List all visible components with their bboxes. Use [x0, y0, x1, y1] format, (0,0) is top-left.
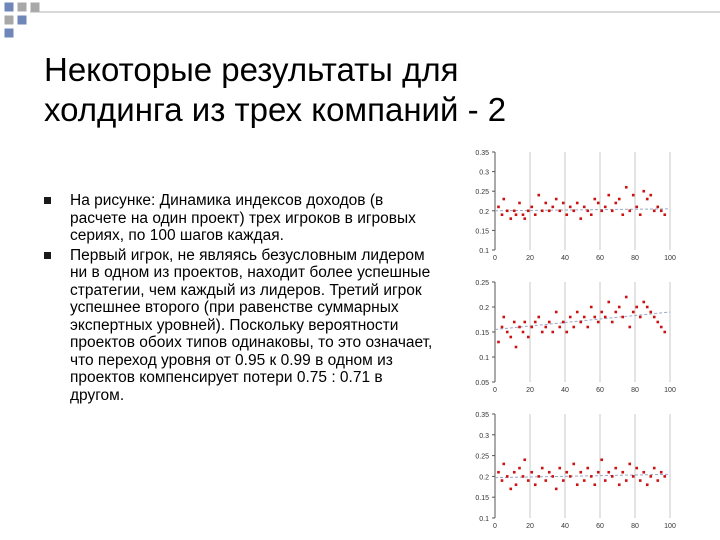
- data-point: [600, 311, 603, 314]
- data-point: [562, 202, 565, 205]
- data-point: [523, 458, 526, 461]
- bullet-item: [44, 192, 434, 245]
- y-tick-label: 0.1: [479, 248, 489, 255]
- y-tick-label: 0.2: [479, 474, 489, 482]
- data-point: [558, 326, 561, 329]
- data-point: [593, 316, 596, 319]
- data-point: [635, 206, 638, 209]
- x-tick-label: 20: [526, 523, 534, 528]
- data-point: [590, 213, 593, 216]
- y-tick-label: 0.2: [479, 305, 489, 312]
- y-tick-label: 0.05: [475, 380, 489, 387]
- data-point: [541, 467, 544, 470]
- y-tick-label: 0.1: [479, 516, 489, 523]
- x-tick-label: 20: [526, 387, 534, 394]
- y-tick-label: 0.15: [475, 330, 489, 337]
- x-tick-label: 100: [664, 523, 676, 528]
- data-point: [541, 331, 544, 334]
- data-point: [656, 479, 659, 482]
- x-tick-label: 80: [631, 523, 639, 528]
- x-tick-label: 60: [596, 255, 604, 262]
- title-line-1: Некоторые результаты для: [44, 51, 459, 88]
- trend-line: [495, 209, 670, 211]
- data-point: [502, 316, 505, 319]
- y-tick-label: 0.3: [479, 169, 489, 177]
- data-point: [537, 194, 540, 197]
- data-point: [625, 296, 628, 299]
- data-point: [527, 336, 530, 339]
- data-point: [660, 210, 663, 213]
- data-point: [537, 475, 540, 478]
- y-tick-label: 0.25: [475, 189, 489, 197]
- x-tick-label: 0: [493, 387, 497, 394]
- data-point: [628, 326, 631, 329]
- data-point: [502, 198, 505, 201]
- y-tick-label: 0.25: [475, 453, 489, 461]
- data-point: [621, 316, 624, 319]
- data-point: [586, 326, 589, 329]
- data-point: [593, 198, 596, 201]
- data-point: [628, 463, 631, 466]
- data-point: [663, 213, 666, 216]
- data-point: [558, 467, 561, 470]
- trend-line: [495, 474, 670, 477]
- y-tick-label: 0.35: [475, 150, 489, 157]
- trend-line: [495, 312, 670, 330]
- data-point: [569, 206, 572, 209]
- x-tick-label: 40: [561, 255, 569, 262]
- corner-square: [30, 2, 40, 12]
- data-point: [530, 326, 533, 329]
- data-point: [593, 483, 596, 486]
- data-point: [523, 217, 526, 220]
- data-point: [534, 483, 537, 486]
- corner-square: [17, 15, 27, 25]
- data-point: [565, 471, 568, 474]
- data-point: [618, 483, 621, 486]
- data-point: [534, 213, 537, 216]
- data-point: [653, 316, 656, 319]
- data-point: [502, 463, 505, 466]
- data-point: [642, 301, 645, 304]
- y-tick-label: 0.15: [475, 495, 489, 503]
- data-point: [611, 321, 614, 324]
- data-point: [625, 186, 628, 189]
- data-point: [518, 326, 521, 329]
- data-point: [639, 316, 642, 319]
- data-point: [642, 471, 645, 474]
- x-tick-label: 100: [664, 387, 676, 394]
- corner-square: [4, 2, 14, 12]
- data-point: [656, 321, 659, 324]
- data-point: [548, 471, 551, 474]
- x-tick-label: 40: [561, 523, 569, 528]
- data-point: [522, 331, 525, 334]
- data-point: [607, 301, 610, 304]
- data-point: [548, 321, 551, 324]
- data-point: [513, 210, 516, 213]
- data-point: [618, 198, 621, 201]
- data-point: [604, 479, 607, 482]
- data-point: [579, 471, 582, 474]
- data-point: [579, 217, 582, 220]
- data-point: [639, 213, 642, 216]
- data-point: [649, 475, 652, 478]
- data-point: [506, 331, 509, 334]
- data-point: [646, 306, 649, 309]
- x-tick-label: 20: [526, 255, 534, 262]
- data-point: [506, 210, 509, 213]
- data-point: [572, 326, 575, 329]
- data-point: [632, 194, 635, 197]
- data-point: [586, 210, 589, 213]
- x-tick-label: 60: [596, 387, 604, 394]
- data-point: [530, 206, 533, 209]
- data-point: [639, 479, 642, 482]
- data-point: [576, 483, 579, 486]
- x-tick-label: 60: [596, 523, 604, 528]
- data-point: [541, 210, 544, 213]
- data-point: [572, 210, 575, 213]
- data-point: [614, 311, 617, 314]
- data-point: [618, 306, 621, 309]
- bullet-list: [44, 192, 434, 406]
- data-point: [635, 467, 638, 470]
- y-tick-label: 0.35: [475, 412, 489, 419]
- data-point: [523, 321, 526, 324]
- data-point: [548, 210, 551, 213]
- data-point: [621, 471, 624, 474]
- data-point: [642, 190, 645, 193]
- data-point: [656, 206, 659, 209]
- corner-decoration: [0, 0, 720, 40]
- data-point: [518, 202, 521, 205]
- data-point: [569, 475, 572, 478]
- data-point: [604, 206, 607, 209]
- corner-square: [17, 2, 27, 12]
- data-point: [497, 341, 500, 344]
- data-point: [597, 202, 600, 205]
- data-point: [586, 467, 589, 470]
- scatter-chart-2: [475, 280, 676, 394]
- data-point: [522, 475, 525, 478]
- data-point: [646, 483, 649, 486]
- data-point: [509, 217, 512, 220]
- data-point: [579, 321, 582, 324]
- data-point: [646, 198, 649, 201]
- data-point: [522, 213, 525, 216]
- corner-square: [4, 28, 14, 38]
- data-point: [649, 194, 652, 197]
- data-point: [576, 202, 579, 205]
- data-point: [555, 198, 558, 201]
- data-point: [663, 331, 666, 334]
- x-tick-label: 80: [631, 387, 639, 394]
- data-point: [600, 458, 603, 461]
- data-point: [653, 467, 656, 470]
- charts-panel: [455, 148, 685, 528]
- data-point: [506, 475, 509, 478]
- data-point: [611, 210, 614, 213]
- data-point: [509, 488, 512, 491]
- data-point: [607, 194, 610, 197]
- data-point: [628, 210, 631, 213]
- data-point: [544, 202, 547, 205]
- data-point: [555, 311, 558, 314]
- data-point: [562, 479, 565, 482]
- page-title: [44, 50, 644, 130]
- data-point: [497, 206, 500, 209]
- x-tick-label: 40: [561, 387, 569, 394]
- data-point: [513, 471, 516, 474]
- data-point: [632, 311, 635, 314]
- square-bullet-icon: [44, 197, 51, 204]
- data-point: [501, 326, 504, 329]
- y-tick-label: 0.25: [475, 280, 489, 287]
- data-point: [562, 321, 565, 324]
- data-point: [569, 316, 572, 319]
- data-point: [534, 321, 537, 324]
- x-tick-label: 100: [664, 255, 676, 262]
- data-point: [544, 326, 547, 329]
- data-point: [660, 471, 663, 474]
- data-point: [515, 346, 518, 349]
- data-point: [607, 471, 610, 474]
- data-point: [590, 475, 593, 478]
- data-point: [614, 467, 617, 470]
- data-point: [632, 475, 635, 478]
- data-point: [515, 483, 518, 486]
- data-point: [614, 202, 617, 205]
- x-tick-label: 0: [493, 523, 497, 528]
- scatter-chart-1: [475, 150, 676, 262]
- data-point: [621, 213, 624, 216]
- data-point: [509, 336, 512, 339]
- data-point: [590, 306, 593, 309]
- data-point: [597, 321, 600, 324]
- data-point: [635, 306, 638, 309]
- bullet-text: На рисунке: Динамика индексов доходов (в расчете на один проект) трех игроков в игровых сериях, по 100 шагов каждая.: [70, 192, 416, 244]
- data-point: [583, 316, 586, 319]
- x-tick-label: 0: [493, 255, 497, 262]
- data-point: [518, 467, 521, 470]
- data-point: [551, 331, 554, 334]
- data-point: [583, 206, 586, 209]
- square-bullet-icon: [44, 252, 51, 259]
- data-point: [660, 326, 663, 329]
- data-point: [501, 213, 504, 216]
- data-point: [527, 210, 530, 213]
- data-point: [649, 311, 652, 314]
- data-point: [544, 479, 547, 482]
- data-point: [565, 213, 568, 216]
- y-tick-label: 0.15: [475, 228, 489, 236]
- y-tick-label: 0.1: [479, 355, 489, 362]
- data-point: [572, 463, 575, 466]
- data-point: [600, 210, 603, 213]
- y-tick-label: 0.2: [479, 208, 489, 216]
- data-point: [530, 471, 533, 474]
- x-tick-label: 80: [631, 255, 639, 262]
- data-point: [576, 311, 579, 314]
- data-point: [513, 321, 516, 324]
- y-tick-label: 0.3: [479, 432, 489, 440]
- data-point: [551, 475, 554, 478]
- data-point: [565, 331, 568, 334]
- data-point: [515, 213, 518, 216]
- data-point: [583, 479, 586, 482]
- data-point: [663, 475, 666, 478]
- data-point: [497, 471, 500, 474]
- title-line-2: холдинга из трех компаний - 2: [44, 91, 507, 128]
- data-point: [611, 475, 614, 478]
- data-point: [527, 479, 530, 482]
- data-point: [537, 316, 540, 319]
- data-point: [604, 316, 607, 319]
- data-point: [555, 488, 558, 491]
- scatter-chart-3: [475, 412, 676, 528]
- data-point: [551, 206, 554, 209]
- data-point: [501, 479, 504, 482]
- bullet-text: Первый игрок, не являясь безусловным лидером ни в одном из проектов, находит более успешные стратегии, чем каждый из лидеров. Третий игрок успешнее второго (при равенстве суммарных экспертных уровней). Поскольку вероятности проектов обоих типов одинаковы, то это означает, что переход уровня от 0.95 к 0.99 в одном из проектов компенсирует потери 0.75 : 0.71 в другом.: [70, 246, 433, 404]
- bullet-item: [44, 247, 434, 405]
- data-point: [597, 471, 600, 474]
- data-point: [653, 210, 656, 213]
- data-point: [625, 479, 628, 482]
- data-point: [558, 210, 561, 213]
- corner-square: [4, 15, 14, 25]
